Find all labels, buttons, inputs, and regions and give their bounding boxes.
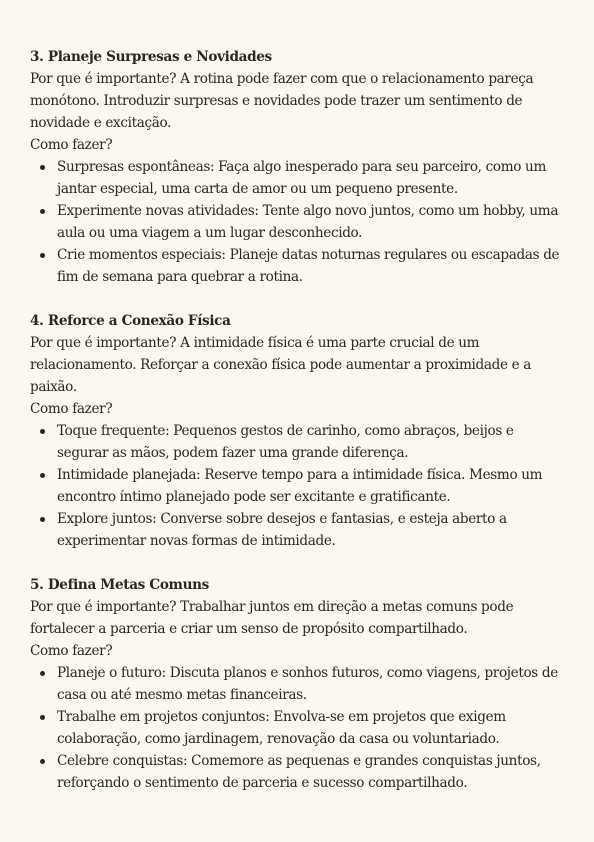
section-heading: 3. Planeje Surpresas e Novidades <box>30 49 272 65</box>
bullet-list <box>30 420 568 552</box>
list-item: Planeje o futuro: Discuta planos e sonhos futuros, como viagens, projetos de casa ou até mesmo metas financeiras. <box>30 662 568 706</box>
bullet-list <box>30 662 568 794</box>
section-how-label: Como fazer? <box>30 643 113 659</box>
section-surprises <box>30 46 568 288</box>
list-item: Explore juntos: Converse sobre desejos e fantasias, e esteja aberto a experimentar novas formas de intimidade. <box>30 508 568 552</box>
bullet-list <box>30 156 568 288</box>
list-item: Experimente novas atividades: Tente algo novo juntos, como um hobby, uma aula ou uma viagem a um lugar desconhecido. <box>30 200 568 244</box>
section-how-label: Como fazer? <box>30 401 113 417</box>
section-how-label: Como fazer? <box>30 137 113 153</box>
list-item: Trabalhe em projetos conjuntos: Envolva-se em projetos que exigem colaboração, como jardinagem, renovação da casa ou voluntariado. <box>30 706 568 750</box>
section-why-paragraph: Por que é importante? Trabalhar juntos em direção a metas comuns pode fortalecer a parceria e criar um senso de propósito compartilhado. <box>30 599 514 637</box>
list-item: Intimidade planejada: Reserve tempo para a intimidade física. Mesmo um encontro íntimo planejado pode ser excitante e gratificante. <box>30 464 568 508</box>
document-page <box>30 46 568 816</box>
list-item: Toque frequente: Pequenos gestos de carinho, como abraços, beijos e segurar as mãos, podem fazer uma grande diferença. <box>30 420 568 464</box>
section-physical-connection <box>30 310 568 552</box>
section-heading: 4. Reforce a Conexão Física <box>30 313 231 329</box>
section-why-paragraph: Por que é importante? A rotina pode fazer com que o relacionamento pareça monótono. Introduzir surpresas e novidades pode trazer um sentimento de novidade e excitação. <box>30 71 534 131</box>
section-heading: 5. Defina Metas Comuns <box>30 577 209 593</box>
list-item: Celebre conquistas: Comemore as pequenas e grandes conquistas juntos, reforçando o sentimento de parceria e sucesso compartilhado. <box>30 750 568 794</box>
list-item: Crie momentos especiais: Planeje datas noturnas regulares ou escapadas de fim de semana para quebrar a rotina. <box>30 244 568 288</box>
list-item: Surpresas espontâneas: Faça algo inesperado para seu parceiro, como um jantar especial, uma carta de amor ou um pequeno presente. <box>30 156 568 200</box>
section-why-paragraph: Por que é importante? A intimidade física é uma parte crucial de um relacionamento. Reforçar a conexão física pode aumentar a proximidade e a paixão. <box>30 335 532 395</box>
section-common-goals <box>30 574 568 794</box>
